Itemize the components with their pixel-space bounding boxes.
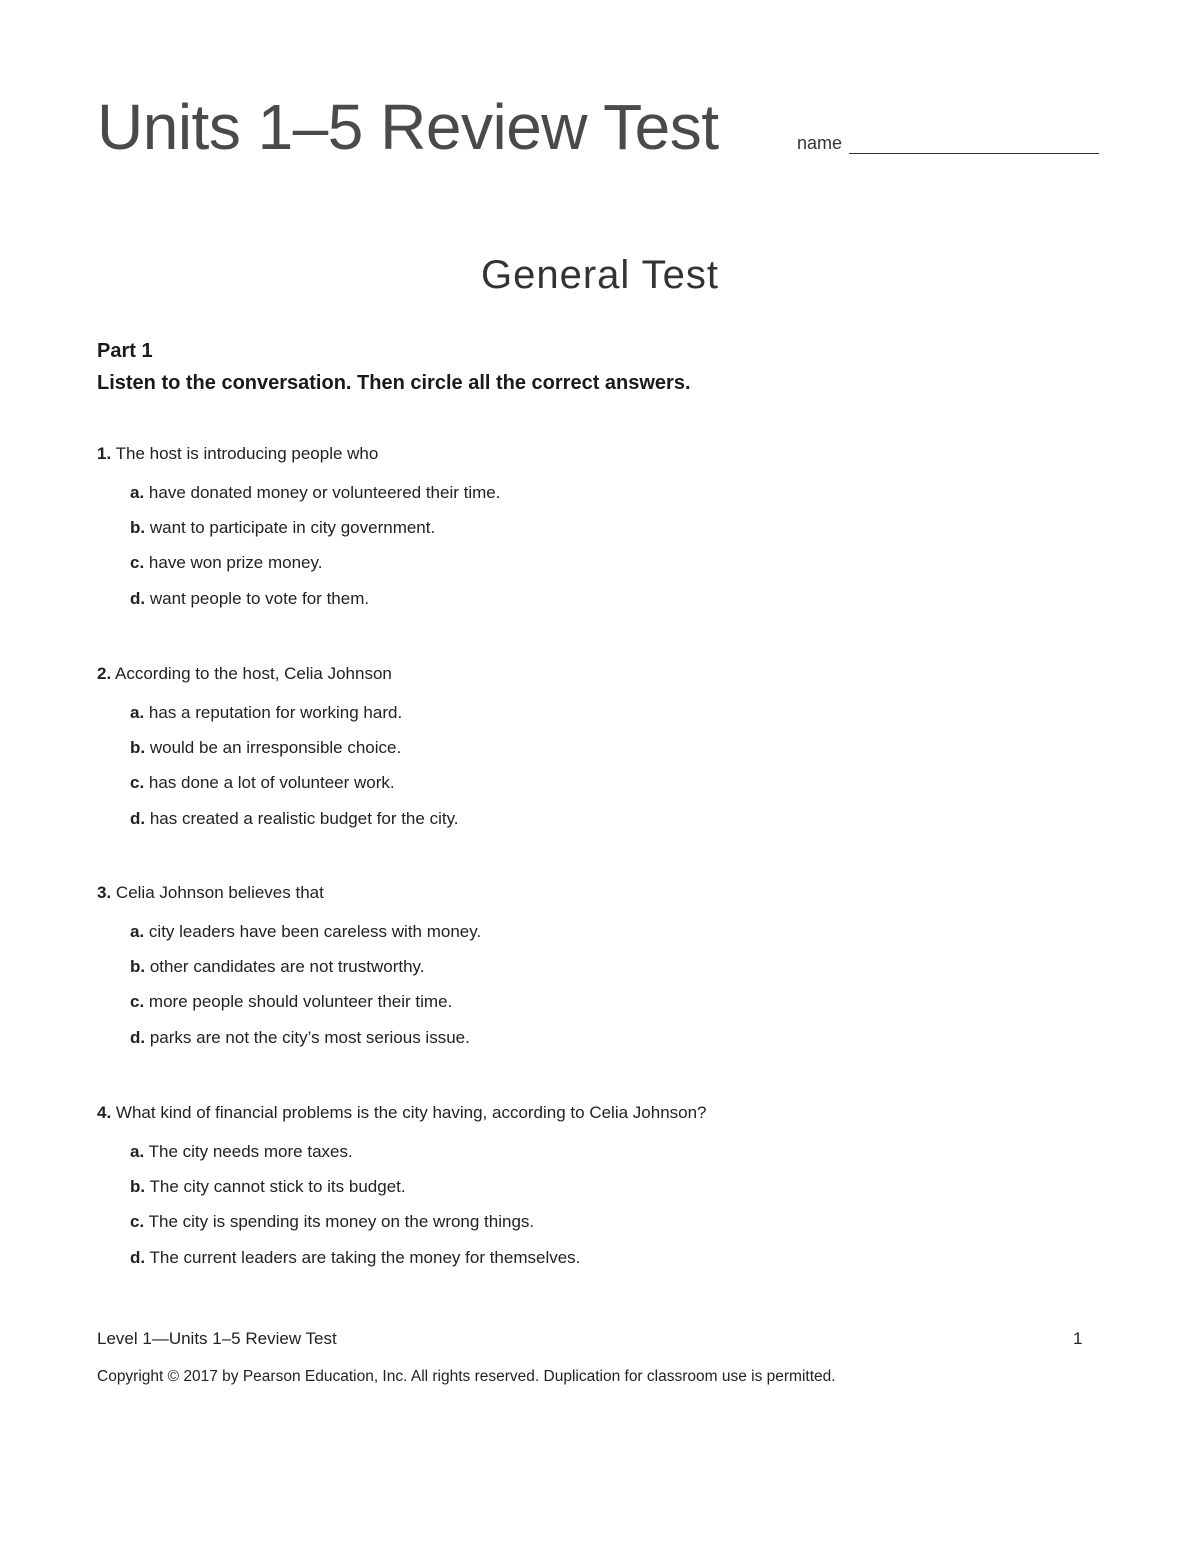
question-text: Celia Johnson believes that bbox=[115, 883, 324, 902]
question-text: What kind of financial problems is the city having, according to Celia Johnson? bbox=[115, 1103, 707, 1122]
answer-option-b[interactable] bbox=[130, 955, 425, 979]
option-text: other candidates are not trustworthy. bbox=[149, 957, 425, 976]
answer-option-d[interactable] bbox=[130, 1246, 580, 1270]
option-text: The city cannot stick to its budget. bbox=[149, 1177, 406, 1196]
option-text: has done a lot of volunteer work. bbox=[148, 773, 395, 792]
question-3 bbox=[97, 881, 1097, 1047]
option-text: parks are not the city’s most serious issue. bbox=[149, 1028, 470, 1047]
option-letter: a. bbox=[130, 922, 145, 941]
option-text: has created a realistic budget for the city. bbox=[149, 809, 459, 828]
answer-option-a[interactable] bbox=[130, 920, 481, 944]
answer-option-b[interactable] bbox=[130, 516, 435, 540]
option-text: city leaders have been careless with money. bbox=[148, 922, 482, 941]
answer-option-a[interactable] bbox=[130, 701, 402, 725]
question-4 bbox=[97, 1101, 1097, 1267]
option-text: The city is spending its money on the wrong things. bbox=[148, 1212, 535, 1231]
question-stem bbox=[97, 881, 1097, 905]
option-letter: c. bbox=[130, 1212, 145, 1231]
option-text: would be an irresponsible choice. bbox=[149, 738, 402, 757]
option-text: want people to vote for them. bbox=[149, 589, 370, 608]
option-letter: b. bbox=[130, 1177, 146, 1196]
question-stem bbox=[97, 1101, 1097, 1125]
option-letter: b. bbox=[130, 738, 146, 757]
part-instructions: Listen to the conversation. Then circle all the correct answers. bbox=[97, 372, 691, 394]
answer-option-c[interactable] bbox=[130, 990, 452, 1014]
answer-option-c[interactable] bbox=[130, 551, 322, 575]
name-blank-line[interactable] bbox=[849, 153, 1099, 154]
question-number: 4. bbox=[97, 1103, 112, 1122]
option-letter: b. bbox=[130, 957, 146, 976]
option-letter: a. bbox=[130, 703, 145, 722]
answer-option-a[interactable] bbox=[130, 1140, 353, 1164]
option-text: The city needs more taxes. bbox=[148, 1142, 353, 1161]
option-letter: b. bbox=[130, 518, 146, 537]
answer-option-d[interactable] bbox=[130, 1026, 470, 1050]
question-2 bbox=[97, 662, 1097, 828]
option-letter: c. bbox=[130, 553, 145, 572]
copyright-notice: Copyright © 2017 by Pearson Education, Inc. All rights reserved. Duplication for classroom use is permitted. bbox=[97, 1368, 836, 1385]
answer-option-d[interactable] bbox=[130, 807, 459, 831]
option-letter: d. bbox=[130, 1248, 146, 1267]
part-label: Part 1 bbox=[97, 340, 153, 362]
question-number: 3. bbox=[97, 883, 112, 902]
question-number: 2. bbox=[97, 664, 112, 683]
option-text: have won prize money. bbox=[148, 553, 323, 572]
question-text: According to the host, Celia Johnson bbox=[114, 664, 392, 683]
option-letter: c. bbox=[130, 773, 145, 792]
option-letter: a. bbox=[130, 1142, 145, 1161]
option-letter: d. bbox=[130, 1028, 146, 1047]
answer-option-c[interactable] bbox=[130, 1210, 534, 1234]
question-stem bbox=[97, 662, 1097, 686]
question-text: The host is introducing people who bbox=[115, 444, 379, 463]
question-stem bbox=[97, 442, 1097, 466]
option-text: want to participate in city government. bbox=[149, 518, 436, 537]
question-1 bbox=[97, 442, 1097, 608]
answer-option-c[interactable] bbox=[130, 771, 395, 795]
option-letter: c. bbox=[130, 992, 145, 1011]
answer-option-a[interactable] bbox=[130, 481, 500, 505]
answer-option-d[interactable] bbox=[130, 587, 369, 611]
option-text: have donated money or volunteered their time. bbox=[148, 483, 501, 502]
option-text: has a reputation for working hard. bbox=[148, 703, 403, 722]
option-letter: d. bbox=[130, 809, 146, 828]
page-header bbox=[97, 92, 1107, 162]
option-letter: d. bbox=[130, 589, 146, 608]
footer-title: Level 1—Units 1–5 Review Test bbox=[97, 1329, 337, 1348]
section-title: General Test bbox=[480, 253, 720, 297]
document-title: Units 1–5 Review Test bbox=[97, 91, 719, 163]
page-number: 1 bbox=[1073, 1329, 1083, 1348]
option-letter: a. bbox=[130, 483, 145, 502]
answer-option-b[interactable] bbox=[130, 736, 401, 760]
name-label: name bbox=[797, 133, 843, 153]
question-number: 1. bbox=[97, 444, 112, 463]
answer-option-b[interactable] bbox=[130, 1175, 406, 1199]
option-text: more people should volunteer their time. bbox=[148, 992, 453, 1011]
option-text: The current leaders are taking the money for themselves. bbox=[149, 1248, 581, 1267]
